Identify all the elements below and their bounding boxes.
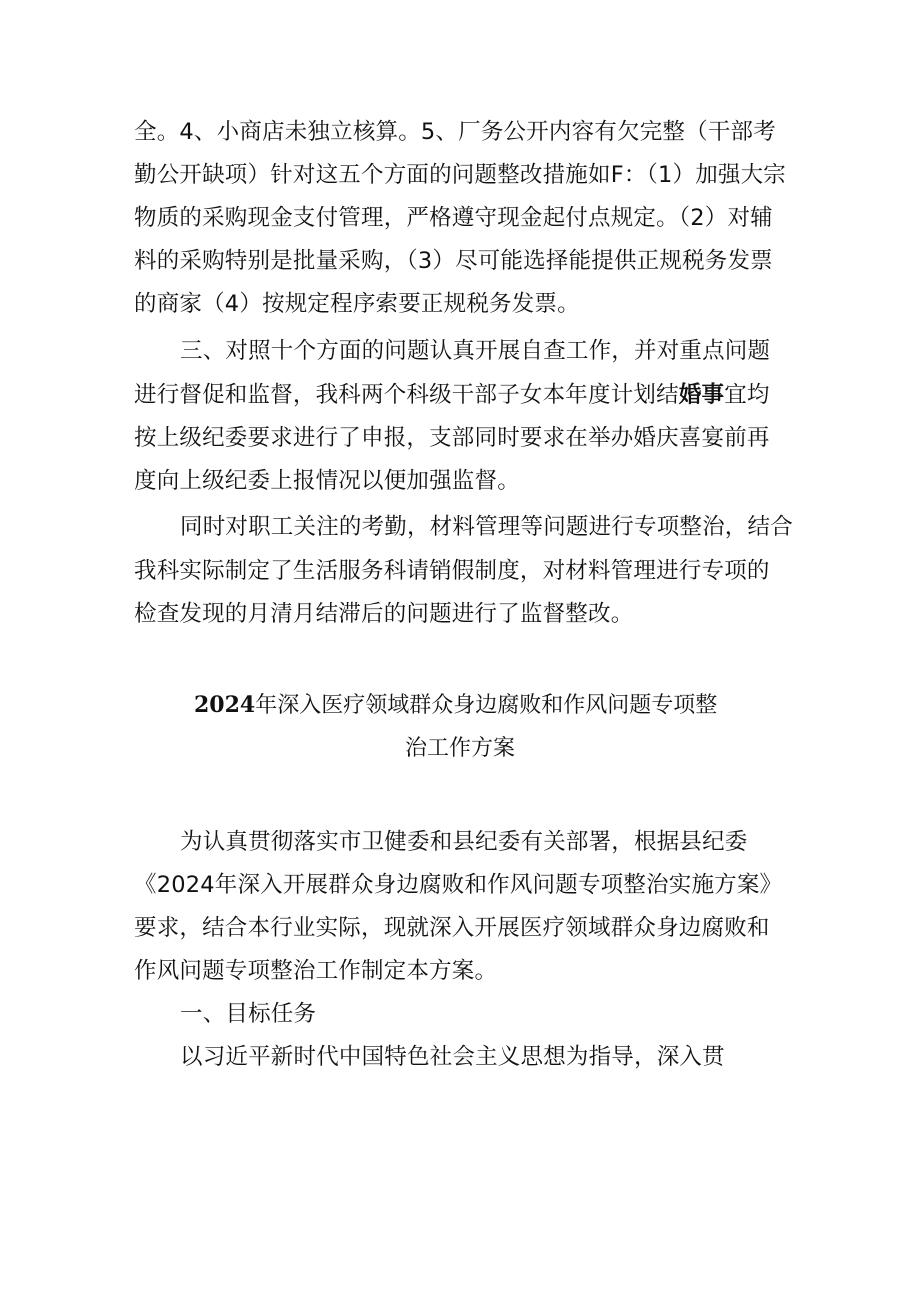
paragraph-line: 全。4、小商店未独立核算。5、厂务公开内容有欠完整（干部考 [134, 119, 776, 145]
paragraph-line: 要求，结合本行业实际，现就深入开展医疗领域群众身边腐败和 [134, 915, 770, 941]
paragraph-line: 勤公开缺项）针对这五个方面的问题整改措施如F：（1）加强大宗 [134, 162, 787, 188]
paragraph-line: 度向上级纪委上报情况以便加强监督。 [134, 468, 520, 494]
paragraph-line: 物质的采购现金支付管理，严格遵守现金起付点规定。（2）对辅 [134, 205, 773, 231]
paragraph-line: 三、对照十个方面的问题认真开展自查工作，并对重点问题 [180, 338, 771, 364]
paragraph-line [134, 380, 770, 410]
paragraph-line: 作风问题专项整治工作制定本方案。 [134, 958, 498, 984]
text-span: 进行督促和监督，我科两个科级干部子女本年度计划结 [134, 382, 679, 408]
paragraph-line: 料的采购特别是批量采购，（3）尽可能选择能提供正规税务发票 [134, 248, 773, 274]
document-title-line-1 [194, 690, 717, 721]
title-year: 2024 [194, 692, 256, 718]
section-heading: 一、目标任务 [180, 1001, 317, 1027]
paragraph-line: 以习近平新时代中国特色社会主义思想为指导，深入贯 [180, 1044, 725, 1070]
paragraph-line: 检查发现的月清月结滞后的问题进行了监督整改。 [134, 601, 634, 627]
bold-text-span: 婚事 [678, 382, 725, 408]
paragraph-line: 《2024年深入开展群众身边腐败和作风问题专项整治实施方案》 [134, 872, 783, 898]
title-text: 年深入医疗领域群众身边腐败和作风问题专项整 [255, 693, 718, 718]
paragraph-line: 为认真贯彻落实市卫健委和县纪委有关部署，根据县纪委 [180, 829, 748, 855]
paragraph-line: 我科实际制定了生活服务科请销假制度，对材料管理进行专项的 [134, 558, 770, 584]
paragraph-line: 的商家（4）按规定程序索要正规税务发票。 [134, 291, 580, 317]
document-title-line-2: 治工作方案 [405, 736, 516, 761]
text-span: 宜均 [724, 382, 770, 408]
paragraph-line: 按上级纪委要求进行了申报，支部同时要求在举办婚庆喜宴前再 [134, 425, 770, 451]
paragraph-line: 同时对职工关注的考勤，材料管理等问题进行专项整治，结合 [180, 514, 793, 540]
